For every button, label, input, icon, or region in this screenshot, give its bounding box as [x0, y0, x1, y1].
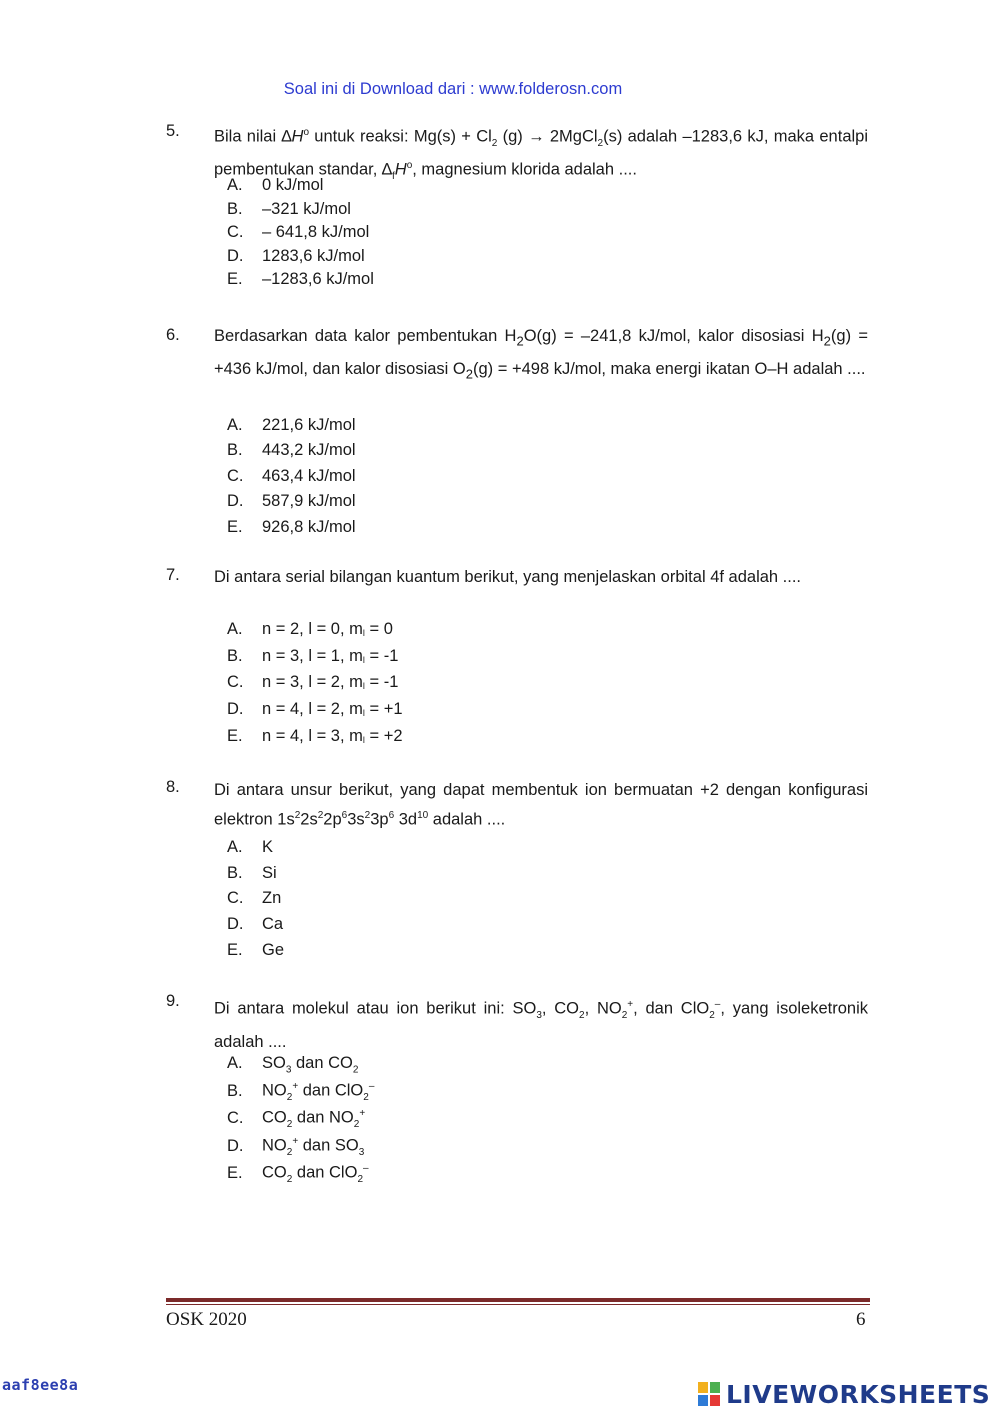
page-number: 6 — [856, 1309, 866, 1330]
option-c[interactable]: C. 463,4 kJ/mol — [227, 467, 356, 485]
worksheet-id-watermark: aaf8ee8a — [2, 1376, 79, 1394]
liveworksheets-icon — [698, 1382, 720, 1406]
option-d[interactable]: D. n = 4, l = 2, $m_l = +1$ — [227, 700, 403, 718]
footer-divider-thin — [166, 1304, 870, 1305]
option-e[interactable]: E. $CO_2$ dan ClO$_2$– — [227, 1163, 369, 1185]
option-a[interactable]: A. 221,6 kJ/mol — [227, 416, 356, 434]
option-a[interactable]: A. K — [227, 838, 274, 856]
option-e[interactable]: E. –1283,6 kJ/mol — [227, 270, 374, 288]
question-number: 9. — [166, 992, 180, 1010]
question-stem: Di antara serial bilangan kuantum berikut, yang menjelaskan orbital 4f adalah .... — [214, 568, 802, 586]
liveworksheets-wordmark: LIVEWORKSHEETS — [726, 1379, 991, 1409]
option-a[interactable]: A. n = 2, l = 0, $m_l = 0$ — [227, 620, 393, 638]
option-a[interactable]: A. $SO_3$ dan $CO_2$ — [227, 1054, 359, 1076]
option-d[interactable]: D. 587,9 kJ/mol — [227, 492, 356, 510]
option-c[interactable]: C. n = 3, l = 2, $m_l = -1$ — [227, 673, 399, 691]
option-d[interactable]: D. Ca — [227, 915, 284, 933]
option-c[interactable]: C. Zn — [227, 889, 282, 907]
option-a[interactable]: A. 0 kJ/mol — [227, 176, 324, 194]
option-e[interactable]: E. 926,8 kJ/mol — [227, 518, 356, 536]
question-number: 7. — [166, 566, 180, 584]
option-c[interactable]: C. – 641,8 kJ/mol — [227, 223, 370, 241]
question-number: 5. — [166, 122, 180, 140]
option-b[interactable]: B. –321 kJ/mol — [227, 200, 351, 218]
question-number: 8. — [166, 778, 180, 796]
question-number: 6. — [166, 326, 180, 344]
question-stem: Berdasarkan data kalor pembentukan $H_2O(g) = -241,8$ kJ/mol, kalor disosiasi $H_2(g) = +436$ kJ/mol, dan kalor disosiasi $O_2(g) = +498$ kJ/mol, maka energi ikatan O–H adalah .... — [214, 327, 868, 382]
option-b[interactable]: B. $NO_2^+$ dan ClO$_2$– — [227, 1081, 375, 1103]
exam-label: OSK 2020 — [166, 1309, 247, 1330]
option-c[interactable]: C. $CO_2$ dan $NO_2^+$ — [227, 1108, 366, 1130]
option-b[interactable]: B. Si — [227, 864, 277, 882]
liveworksheets-logo[interactable] — [698, 1378, 990, 1410]
question-stem: Di antara molekul atau ion berikut ini: $SO_3$, $CO_2$, $NO_2^+$, dan ClO$_2$–, yang isoleketronik adalah .... — [214, 999, 868, 1051]
footer-divider — [166, 1298, 870, 1302]
question-stem: Di antara unsur berikut, yang dapat membentuk ion bermuatan +2 dengan konfigurasi elektron $1s^22s^22p^63s^23p^6$ $3d^{10}$ adalah .... — [214, 781, 868, 829]
option-b[interactable]: B. n = 3, l = 1, $m_l = -1$ — [227, 647, 399, 665]
option-e[interactable]: E. Ge — [227, 941, 285, 959]
option-e[interactable]: E. n = 4, l = 3, $m_l = +2$ — [227, 727, 403, 745]
arrow-icon: → — [528, 127, 545, 146]
option-d[interactable]: D. 1283,6 kJ/mol — [227, 247, 365, 265]
option-b[interactable]: B. 443,2 kJ/mol — [227, 441, 356, 459]
option-d[interactable]: D. $NO_2^+$ dan $SO_3$ — [227, 1136, 365, 1158]
question-stem: Bila nilai $\Delta H^o$ untuk reaksi: $Mg(s) + Cl_2$ (g) → 2MgCl$_2$(s) adalah –1283,6 kJ, maka entalpi pembentukan standar, $\Delta_fH^o$, magnesium klorida adalah .... — [214, 127, 868, 182]
download-source-link[interactable]: Soal ini di Download dari : www.folderosn.com — [283, 80, 623, 98]
